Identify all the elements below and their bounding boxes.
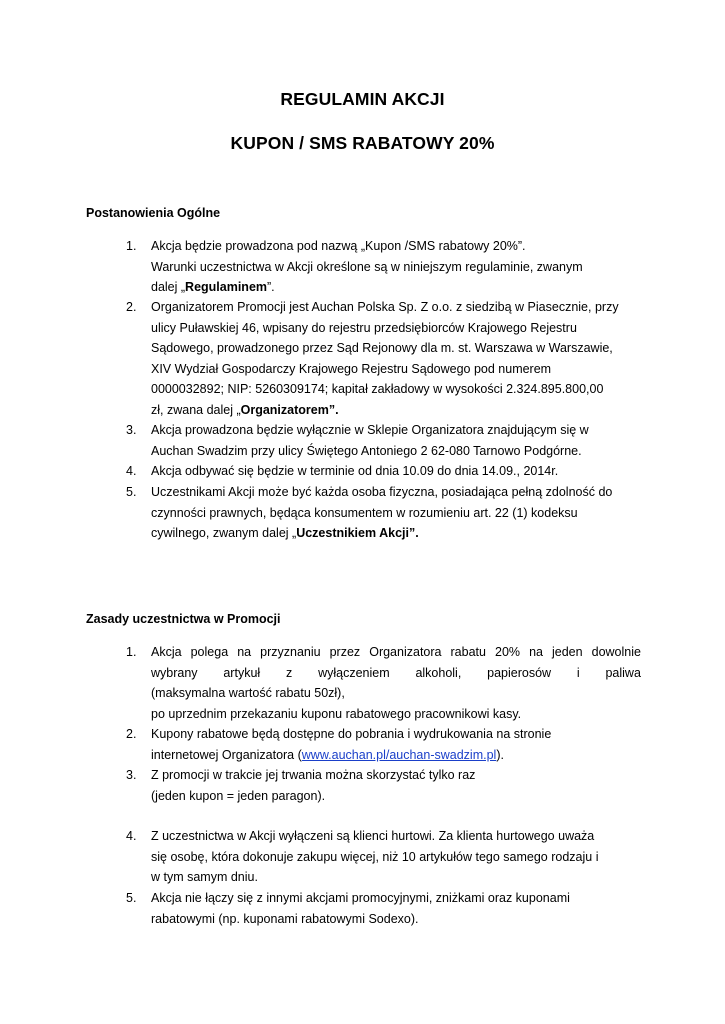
justified-line: Akcja polega na przyznaniu przez Organizatora rabatu 20% na jeden dowolnie (151, 645, 641, 659)
website-link[interactable]: www.auchan.pl/auchan-swadzim.pl (301, 747, 497, 762)
text-line: Z uczestnictwa w Akcji wyłączeni są klienci hurtowi. Za klienta hurtowego uważa (151, 829, 595, 843)
text-line: (jeden kupon = jeden paragon). (151, 788, 326, 803)
list-number: 1. (126, 645, 137, 659)
text-line: (maksymalna wartość rabatu 50zł), (151, 686, 345, 700)
text-line: zł, zwana dalej „Organizatorem”. (151, 402, 339, 417)
text-line: Akcja nie łączy się z innymi akcjami promocyjnymi, zniżkami oraz kuponami (151, 891, 570, 905)
document-subtitle: KUPON / SMS RABATOWY 20% (230, 133, 495, 153)
text-line: Sądowego, prowadzonego przez Sąd Rejonowy dla m. st. Warszawa w Warszawie, (151, 341, 613, 355)
list-number: 5. (126, 485, 137, 499)
text-line: się osobę, która dokonuje zakupu więcej, niż 10 artykułów tego samego rodzaju i (151, 849, 599, 864)
text-line: rabatowymi (np. kuponami rabatowymi Sodexo). (151, 911, 419, 926)
text-line: Uczestnikami Akcji może być każda osoba fizyczna, posiadająca pełną zdolność do (151, 485, 613, 499)
section-heading-general-provisions: Postanowienia Ogólne (86, 206, 221, 220)
text-line: Akcja prowadzona będzie wyłącznie w Sklepie Organizatora znajdującym się w (151, 423, 589, 437)
text-line: Akcja odbywać się będzie w terminie od dnia 10.09 do dnia 14.09., 2014r. (151, 464, 559, 478)
list-number: 1. (126, 239, 137, 253)
justified-line: wybrany artykuł z wyłączeniem alkoholi, papierosów i paliwa (151, 665, 641, 680)
list-number: 2. (126, 300, 137, 314)
bold-term: Uczestnikiem Akcji”. (296, 526, 419, 540)
text-line: Warunki uczestnictwa w Akcji określone są w niniejszym regulaminie, zwanym (151, 259, 583, 274)
text-line: Akcja będzie prowadzona pod nazwą „Kupon /SMS rabatowy 20%”. (151, 239, 526, 253)
text-line: Auchan Swadzim przy ulicy Świętego Antoniego 2 62-080 Tarnowo Podgórne. (151, 443, 582, 458)
list-number: 3. (126, 768, 137, 782)
list-number: 4. (126, 464, 137, 478)
section-heading-participation-rules: Zasady uczestnictwa w Promocji (86, 612, 281, 626)
text-line: XIV Wydział Gospodarczy Krajowego Rejestru Sądowego pod numerem (151, 361, 552, 376)
document-title: REGULAMIN AKCJI (280, 89, 445, 109)
text-line: Organizatorem Promocji jest Auchan Polska Sp. Z o.o. z siedzibą w Piasecznie, przy (151, 300, 619, 314)
text-line: Z promocji w trakcie jej trwania można skorzystać tylko raz (151, 768, 476, 782)
text-line: w tym samym dniu. (151, 870, 258, 884)
text-line: czynności prawnych, będąca konsumentem w rozumieniu art. 22 (1) kodeksu (151, 505, 578, 520)
text-line: cywilnego, zwanym dalej „Uczestnikiem Akcji”. (151, 526, 419, 540)
list-number: 2. (126, 727, 137, 741)
text-line: dalej „Regulaminem”. (151, 280, 275, 294)
list-number: 3. (126, 423, 137, 437)
text-line: Kupony rabatowe będą dostępne do pobrania i wydrukowania na stronie (151, 727, 552, 741)
bold-term: Regulaminem (185, 280, 268, 294)
text-line: ulicy Puławskiej 46, wpisany do rejestru przedsiębiorców Krajowego Rejestru (151, 320, 577, 335)
list-number: 4. (126, 829, 137, 843)
list-number: 5. (126, 891, 137, 905)
text-line: po uprzednim przekazaniu kuponu rabatowego pracownikowi kasy. (151, 706, 522, 721)
text-line: 0000032892; NIP: 5260309174; kapitał zakładowy w wysokości 2.324.895.800,00 (151, 382, 604, 396)
text-line: internetowej Organizatora (www.auchan.pl/auchan-swadzim.pl). (151, 747, 504, 762)
bold-term: Organizatorem”. (240, 402, 339, 417)
